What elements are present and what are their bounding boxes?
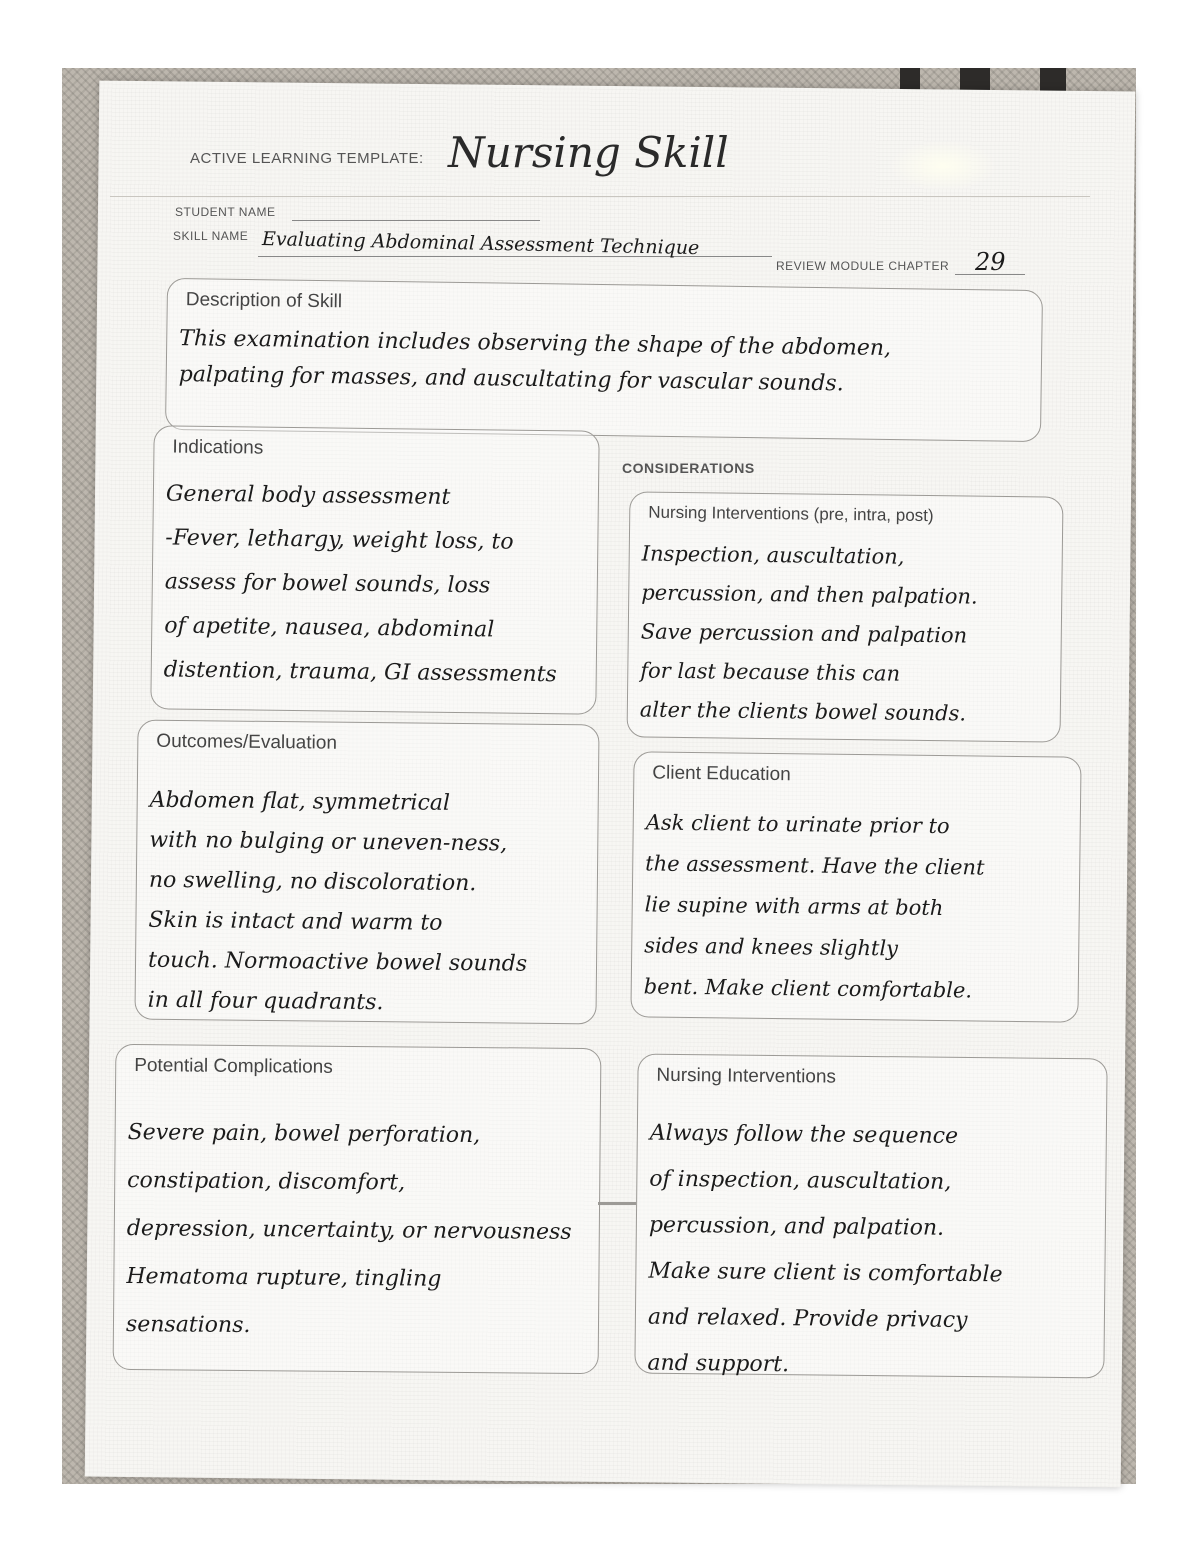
nursing-interventions-pre-box (627, 491, 1064, 742)
description-text: This examination includes observing the shape of the abdomen, palpating for masses, and auscultating for vascular sounds. (178, 326, 892, 397)
nursing-interventions-box (634, 1054, 1107, 1379)
light-glare (888, 140, 998, 192)
complications-box (113, 1044, 602, 1374)
review-module-label: REVIEW MODULE CHAPTER (776, 259, 950, 273)
header-divider (110, 196, 1090, 197)
outcomes-text: Abdomen flat, symmetrical with no bulging or uneven-ness, no swelling, no discoloration. Skin is intact and warm to touch. Normoactive bowel sounds in all four quadrants. (147, 787, 528, 1016)
page-title: Nursing Skill (448, 128, 729, 177)
nursing-interventions-text: Always follow the sequence of inspection, auscultation, percussion, and palpation. Make sure client is comfortable and relaxed. Provide privacy and support. (647, 1120, 1003, 1378)
description-box (165, 278, 1043, 442)
indications-title: Indications (172, 436, 264, 459)
nursing-interventions-pre-text: Inspection, auscultation, percussion, and then palpation. Save percussion and palpation for last because this can alter the clients bowel sounds. (639, 541, 978, 726)
student-name-label: STUDENT NAME (175, 205, 276, 219)
considerations-label: CONSIDERATIONS (622, 460, 755, 476)
complications-text: Severe pain, bowel perforation, constipation, discomfort, depression, uncertainty, or nervousness Hematoma rupture, tingling sensations. (125, 1119, 572, 1339)
review-module-value: 29 (975, 248, 1006, 276)
student-name-field[interactable] (292, 206, 540, 221)
indications-text: General body assessment -Fever, lethargy, weight loss, to assess for bowel sounds, loss of apetite, nausea, abdominal distention, trauma, GI assessments (163, 481, 557, 688)
nursing-interventions-title: Nursing Interventions (656, 1064, 837, 1088)
description-title: Description of Skill (185, 289, 343, 313)
skill-name-label: SKILL NAME (173, 229, 249, 243)
indications-box (150, 425, 599, 714)
nursing-interventions-pre-title: Nursing Interventions (pre, intra, post) (648, 502, 934, 526)
client-education-text: Ask client to urinate prior to the assessment. Have the client lie supine with arms at both sides and knees slightly bent. Make client comfortable. (643, 810, 985, 1003)
client-education-title: Client Education (652, 762, 791, 786)
box-connector (598, 1202, 636, 1205)
review-module-field[interactable] (955, 248, 1025, 275)
template-label: ACTIVE LEARNING TEMPLATE: (190, 150, 424, 167)
outcomes-title: Outcomes/Evaluation (156, 730, 338, 754)
skill-name-field[interactable] (258, 222, 772, 260)
skill-name-value: Evaluating Abdominal Assessment Technique (261, 228, 700, 260)
client-education-box (630, 751, 1081, 1022)
outcomes-box (134, 720, 599, 1025)
complications-title: Potential Complications (134, 1055, 333, 1078)
